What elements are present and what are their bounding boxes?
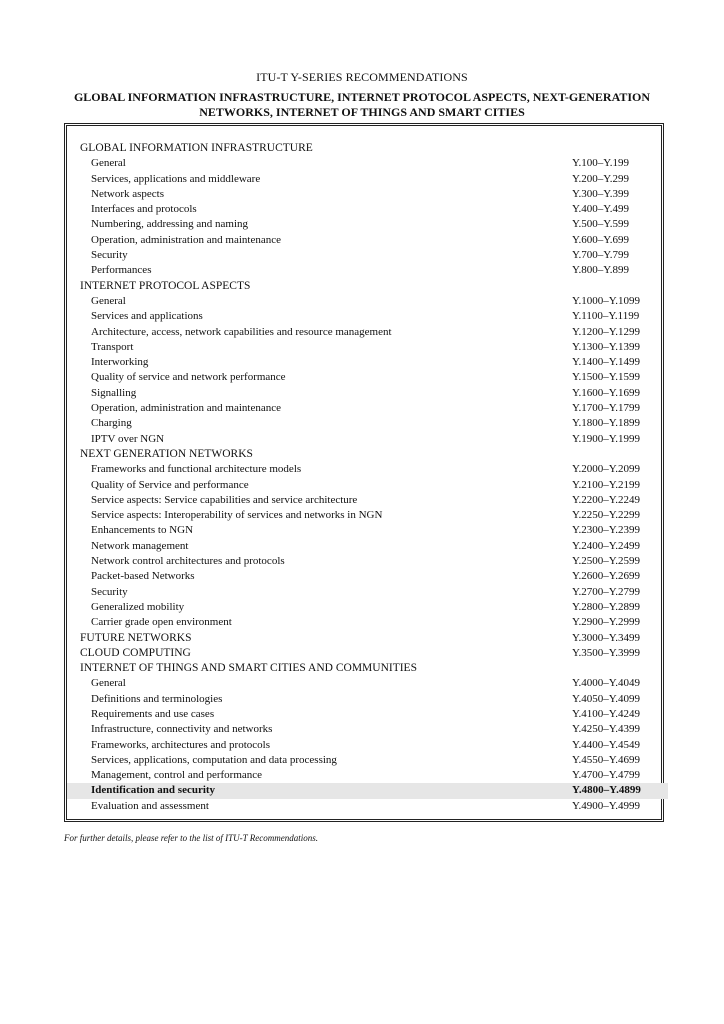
row-range: Y.2200–Y.2249 <box>572 493 641 506</box>
row-label: Packet-based Networks <box>91 570 195 583</box>
row-range: Y.400–Y.499 <box>572 203 630 216</box>
table-row <box>67 325 668 340</box>
table-row <box>67 309 668 324</box>
table-row <box>67 493 668 508</box>
row-range: Y.1000–Y.1099 <box>572 294 641 307</box>
row-range: Y.4400–Y.4549 <box>572 738 641 751</box>
table-row <box>67 783 668 798</box>
table-row <box>67 799 668 814</box>
row-label: Service aspects: Interoperability of services and networks in NGN <box>91 509 383 522</box>
row-range: Y.1900–Y.1999 <box>572 432 641 445</box>
table-row <box>67 462 668 477</box>
row-range: Y.500–Y.599 <box>572 218 630 231</box>
row-label: Infrastructure, connectivity and networks <box>91 723 273 736</box>
table-row <box>67 676 668 691</box>
row-label: Charging <box>91 417 132 430</box>
table-row <box>67 156 668 171</box>
row-range: Y.3000–Y.3499 <box>572 631 641 644</box>
row-range: Y.1200–Y.1299 <box>572 325 641 338</box>
table-row <box>67 370 668 385</box>
row-label: Service aspects: Service capabilities and service architecture <box>91 493 358 506</box>
table-row <box>67 722 668 737</box>
section-heading-row <box>67 661 668 676</box>
row-label: Frameworks and functional architecture models <box>91 463 302 476</box>
row-range: Y.4550–Y.4699 <box>572 753 641 766</box>
row-label: Architecture, access, network capabilities and resource management <box>91 325 392 338</box>
series-title: ITU-T Y-SERIES RECOMMENDATIONS <box>256 70 468 84</box>
row-range: Y.1700–Y.1799 <box>572 402 641 415</box>
row-label: Performances <box>91 264 152 277</box>
row-label: Operation, administration and maintenance <box>91 233 281 246</box>
table-row <box>67 478 668 493</box>
section-heading: FUTURE NETWORKS <box>80 631 192 644</box>
row-label: Operation, administration and maintenance <box>91 402 281 415</box>
section-heading: NEXT GENERATION NETWORKS <box>80 447 253 460</box>
section-heading: INTERNET PROTOCOL ASPECTS <box>80 279 251 292</box>
row-label: Signalling <box>91 386 137 399</box>
table-row <box>67 569 668 584</box>
table-row <box>67 416 668 431</box>
row-label: Security <box>91 249 128 262</box>
row-label: Management, control and performance <box>91 769 263 782</box>
row-label: Generalized mobility <box>91 600 185 613</box>
row-range: Y.600–Y.699 <box>572 233 630 246</box>
table-row <box>67 401 668 416</box>
row-range: Y.2400–Y.2499 <box>572 539 641 552</box>
row-label: Network aspects <box>91 187 165 200</box>
row-range: Y.1500–Y.1599 <box>572 371 641 384</box>
row-range: Y.4000–Y.4049 <box>572 677 641 690</box>
section-heading-row <box>67 646 668 661</box>
row-label: Quality of Service and performance <box>91 478 249 491</box>
row-range: Y.2300–Y.2399 <box>572 524 641 537</box>
table-row <box>67 248 668 263</box>
row-range: Y.2900–Y.2999 <box>572 616 641 629</box>
row-range: Y.2600–Y.2699 <box>572 570 641 583</box>
table-row <box>67 294 668 309</box>
row-range: Y.4700–Y.4799 <box>572 769 641 782</box>
row-range: Y.1600–Y.1699 <box>572 386 641 399</box>
row-range: Y.1100–Y.1199 <box>572 310 640 323</box>
row-label: Evaluation and assessment <box>91 799 209 812</box>
row-range: Y.2250–Y.2299 <box>572 509 641 522</box>
row-range: Y.2700–Y.2799 <box>572 585 641 598</box>
table-row <box>67 172 668 187</box>
row-range: Y.3500–Y.3999 <box>572 646 641 659</box>
row-range: Y.1400–Y.1499 <box>572 356 641 369</box>
row-label: Network control architectures and protocols <box>91 555 285 568</box>
table-row <box>67 539 668 554</box>
row-range: Y.4900–Y.4999 <box>572 799 641 812</box>
row-label: Interfaces and protocols <box>91 203 197 216</box>
row-label: Services and applications <box>91 310 203 323</box>
row-label: Security <box>91 585 128 598</box>
row-label: Enhancements to NGN <box>91 524 194 537</box>
row-label: Network management <box>91 539 189 552</box>
row-label: Definitions and terminologies <box>91 692 223 705</box>
table-row <box>67 217 668 232</box>
row-label: Numbering, addressing and naming <box>91 218 249 231</box>
table-row <box>67 692 668 707</box>
row-range: Y.4250–Y.4399 <box>572 723 641 736</box>
section-heading-row <box>67 141 668 156</box>
table-row <box>67 340 668 355</box>
row-range: Y.2800–Y.2899 <box>572 600 641 613</box>
row-label: Frameworks, architectures and protocols <box>91 738 270 751</box>
table-row <box>67 753 668 768</box>
section-heading-row <box>67 447 668 462</box>
row-range: Y.2500–Y.2599 <box>572 555 641 568</box>
row-label: Transport <box>91 340 134 353</box>
row-range: Y.2100–Y.2199 <box>572 478 641 491</box>
section-heading: INTERNET OF THINGS AND SMART CITIES AND COMMUNITIES <box>80 662 417 675</box>
table-row <box>67 187 668 202</box>
footnote: For further details, please refer to the list of ITU-T Recommendations. <box>64 833 318 843</box>
row-label: Carrier grade open environment <box>91 616 232 629</box>
row-label: Quality of service and network performance <box>91 371 286 384</box>
table-row <box>67 263 668 278</box>
row-label: Requirements and use cases <box>91 707 215 720</box>
recommendations-list <box>67 141 668 814</box>
main-title: GLOBAL INFORMATION INFRASTRUCTURE, INTERNET PROTOCOL ASPECTS, NEXT-GENERATION NETWORKS, INTERNET OF THINGS AND SMART CITIES <box>73 90 651 119</box>
table-row <box>67 768 668 783</box>
section-heading-row <box>67 279 668 294</box>
table-row <box>67 233 668 248</box>
table-row <box>67 202 668 217</box>
table-row <box>67 600 668 615</box>
row-range: Y.300–Y.399 <box>572 187 630 200</box>
table-row <box>67 707 668 722</box>
row-label: Services, applications, computation and data processing <box>91 753 337 766</box>
section-heading: GLOBAL INFORMATION INFRASTRUCTURE <box>80 142 313 154</box>
table-row <box>67 355 668 370</box>
table-row <box>67 585 668 600</box>
row-label: General <box>91 294 126 307</box>
row-range: Y.4800–Y.4899 <box>572 784 641 797</box>
row-range: Y.2000–Y.2099 <box>572 463 641 476</box>
row-label: Services, applications and middleware <box>91 172 261 185</box>
row-label: Interworking <box>91 356 149 369</box>
row-range: Y.4100–Y.4249 <box>572 707 641 720</box>
row-range: Y.4050–Y.4099 <box>572 692 641 705</box>
table-row <box>67 738 668 753</box>
table-row <box>67 554 668 569</box>
row-label: IPTV over NGN <box>91 432 165 445</box>
table-row <box>67 432 668 447</box>
section-heading-row <box>67 631 668 646</box>
table-row <box>67 523 668 538</box>
row-label: General <box>91 677 126 690</box>
row-range: Y.1800–Y.1899 <box>572 417 641 430</box>
table-row <box>67 615 668 630</box>
row-range: Y.800–Y.899 <box>572 264 630 277</box>
row-range: Y.200–Y.299 <box>572 172 630 185</box>
table-row <box>67 386 668 401</box>
section-heading: CLOUD COMPUTING <box>80 646 191 659</box>
row-label: General <box>91 157 126 170</box>
table-row <box>67 508 668 523</box>
row-range: Y.100–Y.199 <box>572 157 630 170</box>
row-label: Identification and security <box>91 784 216 797</box>
row-range: Y.1300–Y.1399 <box>572 340 641 353</box>
row-range: Y.700–Y.799 <box>572 249 630 262</box>
